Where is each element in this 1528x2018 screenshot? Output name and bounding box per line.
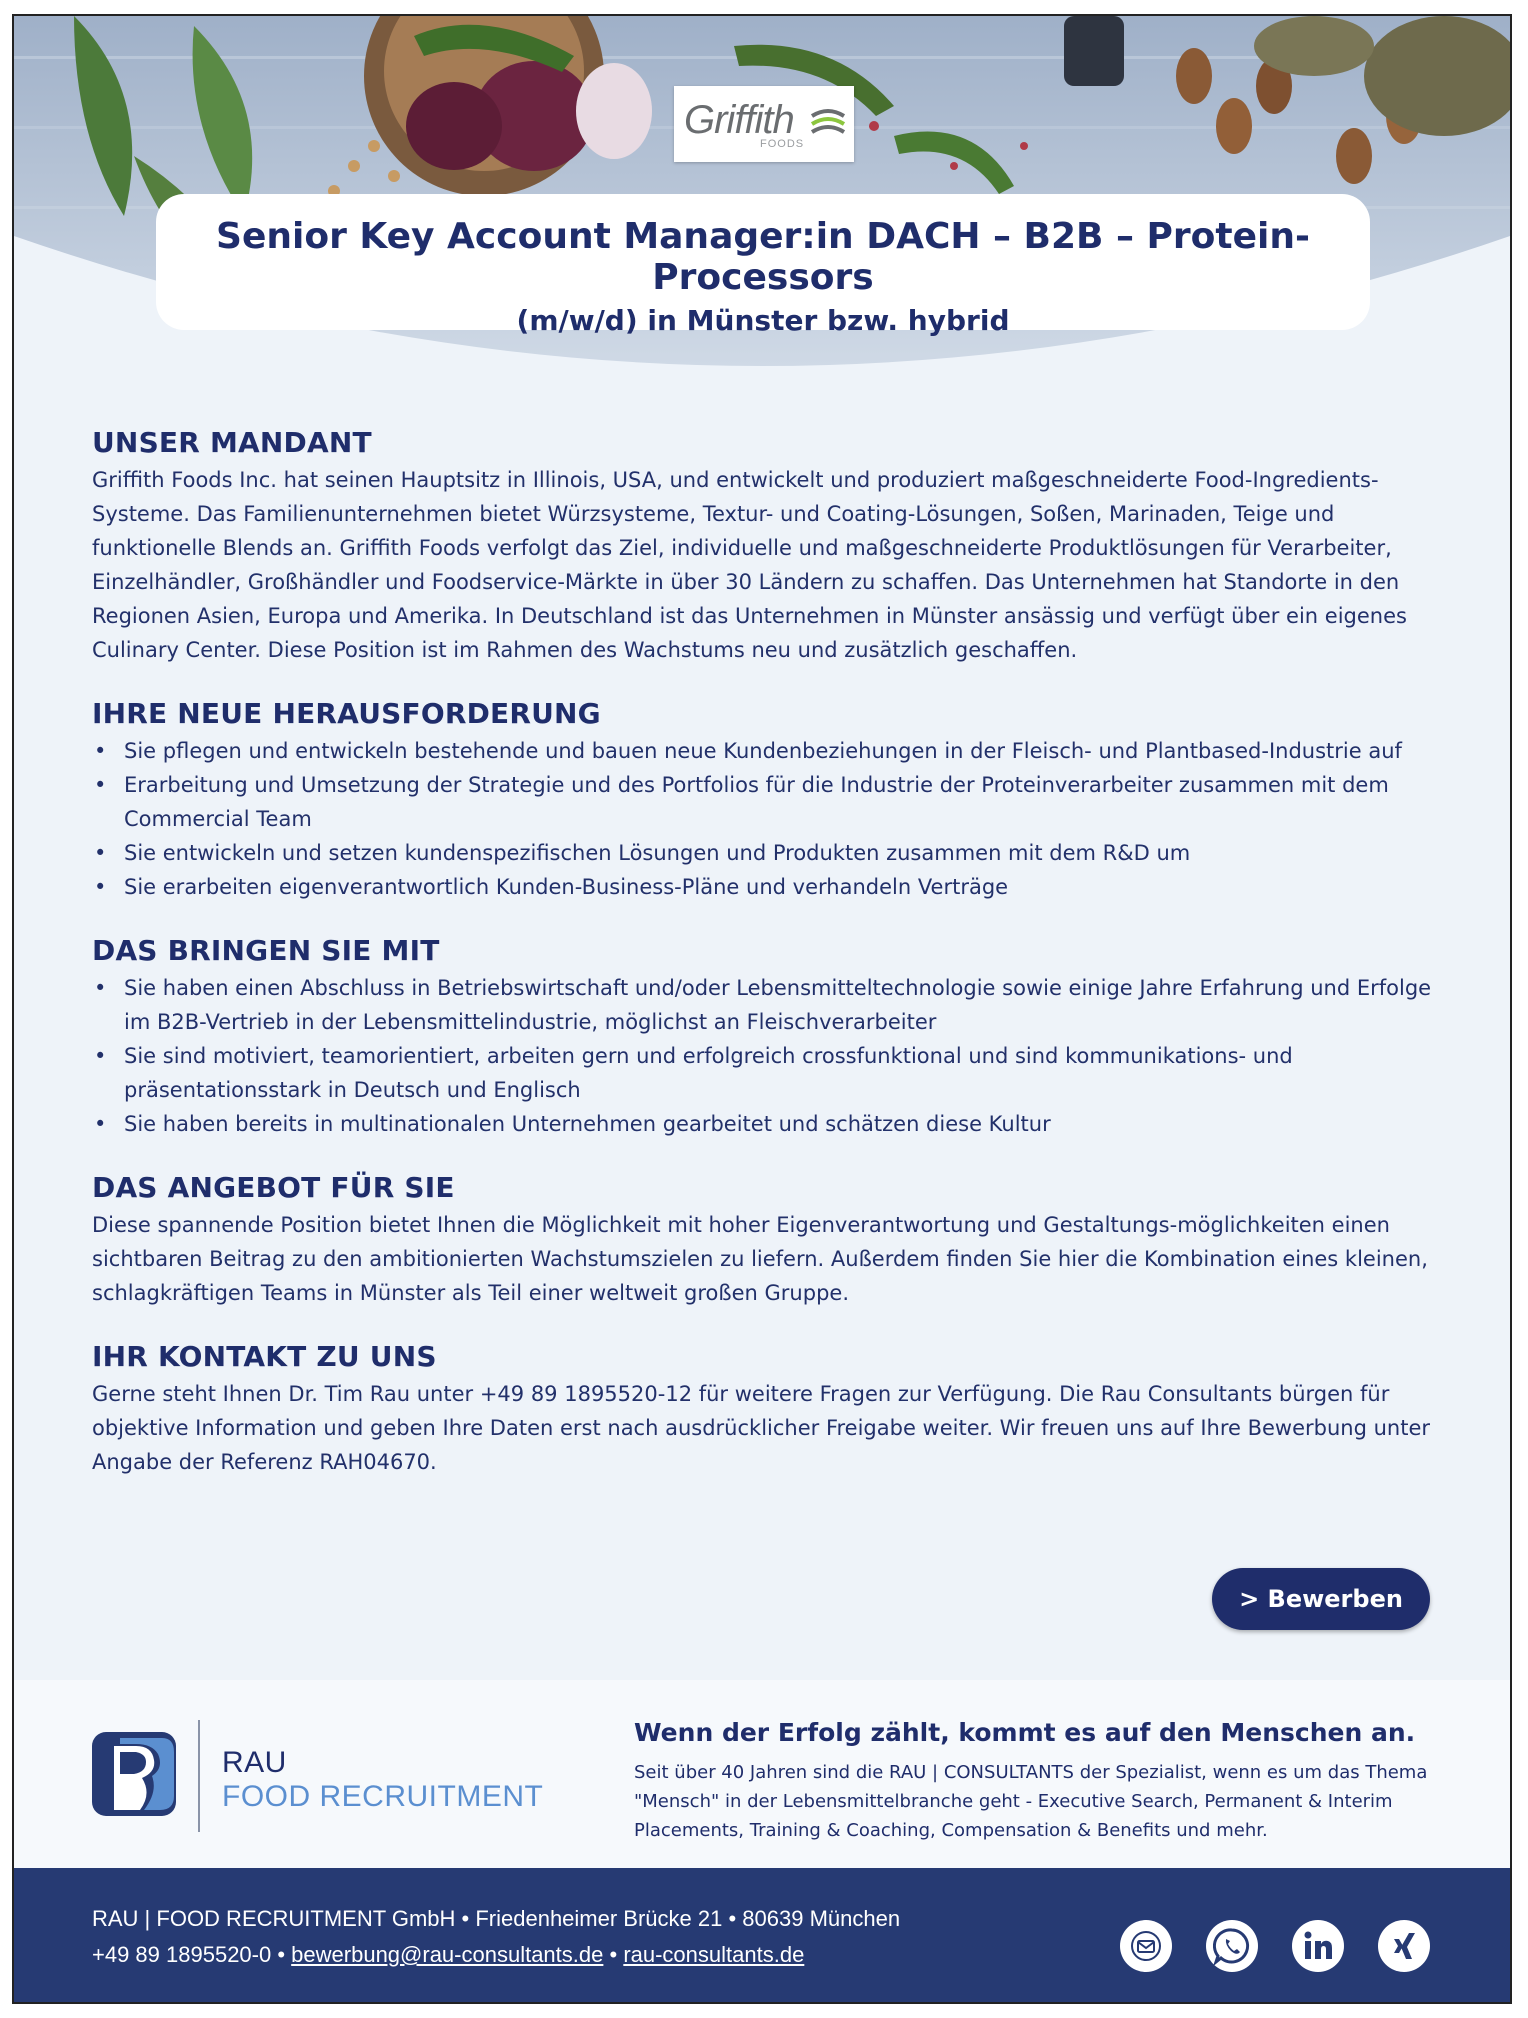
brand-band — [14, 1680, 1510, 1870]
footer-separator: • — [271, 1942, 292, 1967]
job-content — [92, 426, 1452, 1509]
job-title: Senior Key Account Manager:in DACH – B2B – Protein-Processors — [216, 216, 1310, 298]
footer-phone: +49 89 1895520-0 — [92, 1942, 272, 1967]
list-item-text: Sie haben bereits in multinationalen Unternehmen gearbeitet und schätzen diese Kultur — [124, 1112, 1051, 1136]
footer-website-link[interactable]: rau-consultants.de — [623, 1942, 805, 1967]
section-heading: IHR KONTAKT ZU UNS — [92, 1340, 437, 1373]
list-item — [92, 836, 1452, 870]
section-heading: DAS BRINGEN SIE MIT — [92, 934, 440, 967]
xing-social-button[interactable] — [1378, 1920, 1430, 1972]
section-heading: IHRE NEUE HERAUSFORDERUNG — [92, 697, 601, 730]
list-item — [92, 768, 1452, 836]
footer-email-link[interactable]: bewerbung@rau-consultants.de — [291, 1942, 604, 1967]
xing-icon — [1388, 1930, 1420, 1962]
section-mitbringen — [92, 934, 1452, 1141]
footer-contact-bar — [14, 1868, 1510, 2004]
list-item — [92, 1107, 1452, 1141]
requirements-list — [92, 971, 1452, 1141]
brand-name: RAU — [222, 1746, 287, 1779]
bullet-icon: • — [94, 1112, 107, 1136]
list-item — [92, 870, 1452, 904]
hero-banner — [14, 16, 1510, 416]
section-text: Gerne steht Ihnen Dr. Tim Rau unter +49 89 1895520-12 für weitere Fragen zur Verfügung. Die Rau Consultants bürgen für objektive Information und geben Ihre Daten erst nach ausdrücklicher Freigabe weiter. Wir freuen uns auf Ihre Bewerbung unter Angabe der Referenz RAH04670. — [92, 1382, 1431, 1474]
list-item-text: Sie erarbeiten eigenverantwortlich Kunden-Business-Pläne und verhandeln Verträge — [124, 875, 1009, 899]
mail-icon — [1131, 1931, 1161, 1961]
linkedin-icon — [1301, 1929, 1335, 1963]
list-item-text: Sie pflegen und entwickeln bestehende und bauen neue Kundenbeziehungen in der Fleisch- und Plantbased-Industrie auf — [124, 739, 1402, 763]
brand-divider — [198, 1720, 200, 1832]
section-mandant — [92, 426, 1452, 667]
section-angebot — [92, 1171, 1452, 1310]
job-title-box — [156, 194, 1370, 337]
footer-contact-line — [92, 1942, 804, 1968]
footer-separator: • — [603, 1942, 624, 1967]
rau-logo-icon — [92, 1732, 176, 1816]
logo-swirl-icon — [808, 104, 848, 144]
task-list — [92, 734, 1452, 904]
section-heading: DAS ANGEBOT FÜR SIE — [92, 1171, 455, 1204]
bullet-icon: • — [94, 841, 107, 865]
brand-subtitle: FOOD RECRUITMENT — [222, 1780, 544, 1813]
bullet-icon: • — [94, 739, 107, 763]
section-text: Diese spannende Position bietet Ihnen die Möglichkeit mit hoher Eigenverantwortung und Gestaltungs-möglichkeiten einen sichtbaren Beitrag zu den ambitionierten Wachstumszielen zu liefern. Außerdem finden Sie hier die Kombination eines kleinen, schlagkräftigen Teams in Münster als Teil einer weltweit großen Gruppe. — [92, 1213, 1428, 1305]
whatsapp-icon — [1213, 1927, 1251, 1965]
section-heading: UNSER MANDANT — [92, 426, 372, 459]
logo-subtext: FOODS — [760, 138, 805, 150]
bullet-icon: • — [94, 976, 107, 1000]
whatsapp-social-button[interactable] — [1206, 1920, 1258, 1972]
list-item-text: Sie sind motiviert, teamorientiert, arbeiten gern und erfolgreich crossfunktional und sind kommunikations- und präsentationsstark in Deutsch und Englisch — [124, 1044, 1293, 1102]
list-item — [92, 971, 1452, 1039]
bullet-icon: • — [94, 773, 107, 797]
apply-button[interactable]: > Bewerben — [1212, 1568, 1430, 1630]
job-ad-page — [12, 14, 1512, 2004]
griffith-foods-logo — [674, 86, 854, 162]
email-social-button[interactable] — [1120, 1920, 1172, 1972]
brand-claim-text: Seit über 40 Jahren sind die RAU | CONSULTANTS der Spezialist, wenn es um das Thema "Mensch" in der Lebensmittelbranche geht - Executive Search, Permanent & Interim Placements, Training & Coaching, Compensation & Benefits und mehr. — [634, 1762, 1428, 1841]
brand-claim-heading: Wenn der Erfolg zählt, kommt es auf den Menschen an. — [634, 1718, 1416, 1747]
job-subtitle: (m/w/d) in Münster bzw. hybrid — [516, 304, 1010, 337]
bullet-icon: • — [94, 1044, 107, 1068]
list-item-text: Erarbeitung und Umsetzung der Strategie und des Portfolios für die Industrie der Proteinverarbeiter zusammen mit dem Commercial Team — [124, 773, 1389, 831]
list-item — [92, 734, 1452, 768]
section-text: Griffith Foods Inc. hat seinen Hauptsitz in Illinois, USA, und entwickelt und produziert maßgeschneiderte Food-Ingredients-Systeme. Das Familienunternehmen bietet Würzsysteme, Textur- und Coating-Lösungen, Soßen, Marinaden, Teige und funktionelle Blends an. Griffith Foods verfolgt das Ziel, individuelle und maßgeschneiderte Produktlösungen für Verarbeiter, Einzelhändler, Großhändler und Foodservice-Märkte in über 30 Ländern zu schaffen. Das Unternehmen hat Standorte in den Regionen Asien, Europa und Amerika. In Deutschland ist das Unternehmen in Münster ansässig und verfügt über ein eigenes Culinary Center. Diese Position ist im Rahmen des Wachstums neu und zusätzlich geschaffen. — [92, 468, 1407, 662]
list-item-text: Sie haben einen Abschluss in Betriebswirtschaft und/oder Lebensmitteltechnologie sowie einige Jahre Erfahrung und Erfolge im B2B-Vertrieb in der Lebensmittelindustrie, möglichst an Fleischverarbeiter — [124, 976, 1432, 1034]
section-kontakt — [92, 1340, 1452, 1479]
list-item-text: Sie entwickeln und setzen kundenspezifischen Lösungen und Produkten zusammen mit dem R&D um — [124, 841, 1191, 865]
footer-address: RAU | FOOD RECRUITMENT GmbH • Friedenheimer Brücke 21 • 80639 München — [92, 1906, 901, 1931]
section-herausforderung — [92, 697, 1452, 904]
logo-wordmark: Griffith — [684, 98, 794, 142]
list-item — [92, 1039, 1452, 1107]
bullet-icon: • — [94, 875, 107, 899]
linkedin-social-button[interactable] — [1292, 1920, 1344, 1972]
